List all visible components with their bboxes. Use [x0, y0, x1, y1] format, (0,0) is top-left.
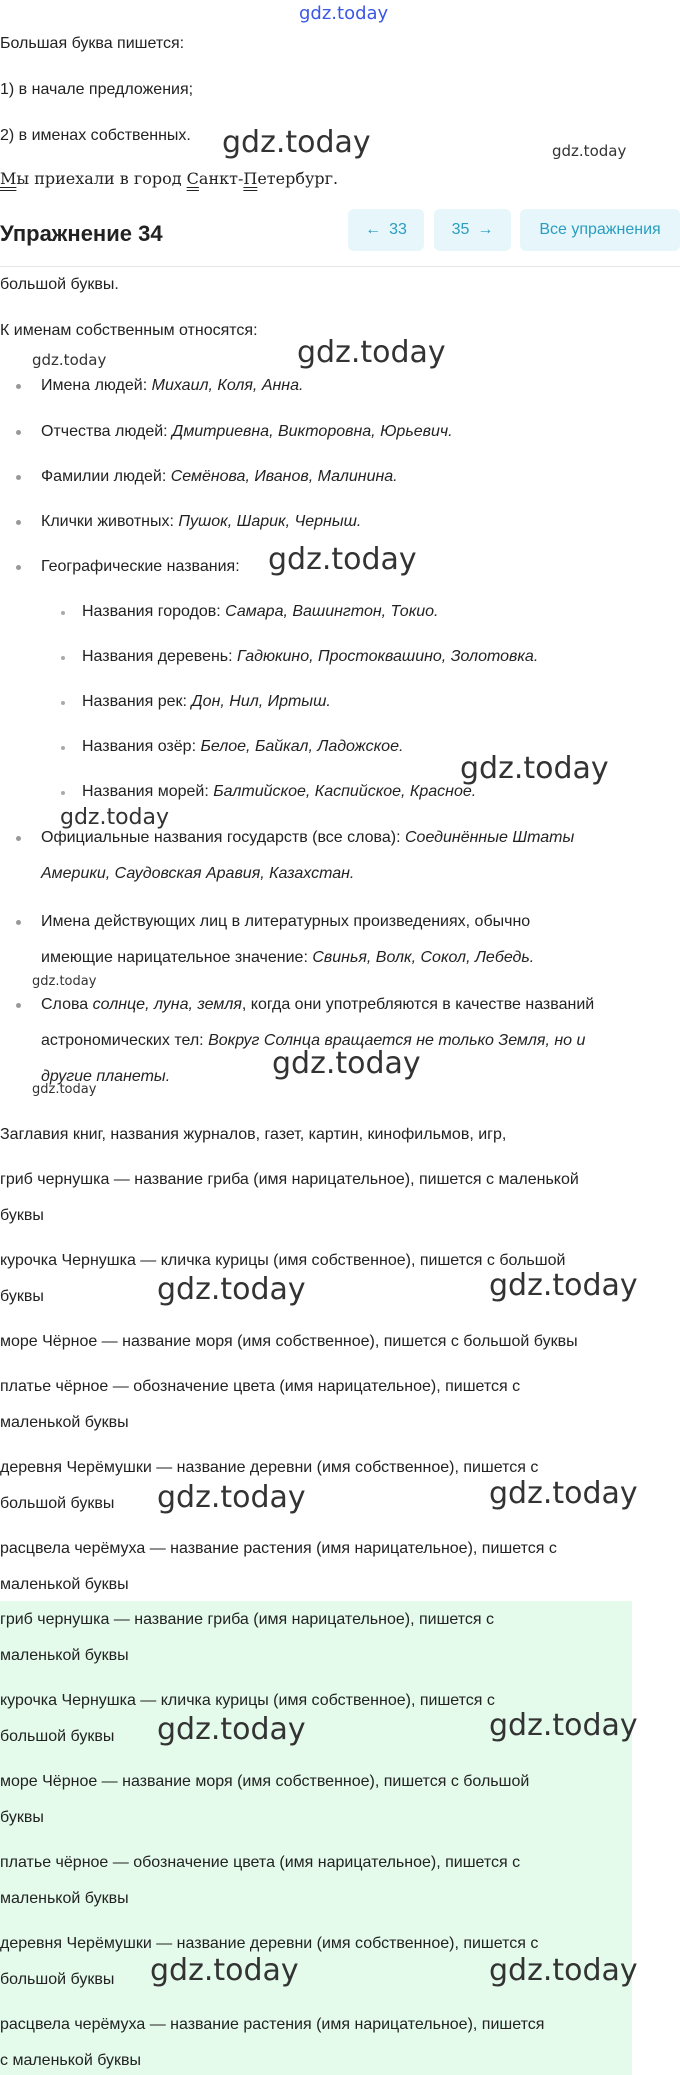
cut-line: большой буквы.: [0, 276, 119, 293]
answer-line: платье чёрное — обозначение цвета (имя нарицательное), пишется с: [0, 1378, 521, 1395]
list-item-nested: Названия озёр: Белое, Байкал, Ладожское.: [82, 738, 404, 755]
watermark: gdz.today: [489, 1476, 638, 1511]
next-exercise-button[interactable]: [434, 209, 511, 251]
answer-line: курочка Чернушка — кличка курицы (имя собственное), пишется с: [0, 1692, 495, 1709]
answer-line: курочка Чернушка — кличка курицы (имя собственное), пишется с большой: [0, 1252, 566, 1269]
divider: [0, 266, 680, 267]
answer-line: деревня Черёмушки — название деревни (имя собственное), пишется с: [0, 1935, 539, 1952]
bullet: [61, 611, 65, 615]
list-item-continued: другие планеты.: [41, 1068, 171, 1085]
arrow-right-icon: →: [477, 221, 494, 238]
all-exercises-button[interactable]: [520, 209, 680, 251]
watermark: gdz.today: [489, 1953, 638, 1988]
bullet: [61, 791, 65, 795]
watermark: gdz.today: [272, 1046, 421, 1081]
watermark: gdz.today: [32, 974, 97, 989]
answer-line: маленькой буквы: [0, 1890, 129, 1907]
watermark: gdz.today: [157, 1272, 306, 1307]
answer-line: буквы: [0, 1809, 44, 1826]
all-exercises-label: Все упражнения: [539, 221, 661, 238]
watermark: gdz.today: [32, 351, 107, 369]
list-item: Клички животных: Пушок, Шарик, Черныш.: [41, 513, 362, 530]
bullet: [61, 746, 65, 750]
answer-line: расцвела черёмуха — название растения (имя нарицательное), пишется с: [0, 1540, 557, 1557]
capital-letter: М: [0, 169, 17, 188]
example-text: анкт-: [198, 169, 244, 188]
site-logo[interactable]: gdz.today: [299, 3, 389, 24]
rule-intro: Большая буква пишется:: [0, 35, 185, 52]
bullet: [16, 430, 21, 435]
answer-line: большой буквы: [0, 1728, 115, 1745]
list-item-continued: имеющие нарицательное значение: Свинья, Волк, Сокол, Лебедь.: [41, 949, 535, 966]
list-item: Отчества людей: Дмитриевна, Викторовна, Юрьевич.: [41, 423, 453, 440]
answer-line: маленькой буквы: [0, 1576, 129, 1593]
answer-line: маленькой буквы: [0, 1414, 129, 1431]
rule-item-1: 1) в начале предложения;: [0, 81, 194, 98]
answer-line: платье чёрное — обозначение цвета (имя нарицательное), пишется с: [0, 1854, 521, 1871]
list-item: Официальные названия государств (все слова): Соединённые Штаты: [41, 829, 575, 846]
answer-line: буквы: [0, 1207, 44, 1224]
titles-line: Заглавия книг, названия журналов, газет, картин, кинофильмов, игр,: [0, 1126, 507, 1143]
bullet: [16, 1003, 21, 1008]
prev-exercise-label: 33: [389, 221, 407, 238]
list-item: Географические названия:: [41, 558, 240, 575]
answer-line: гриб чернушка — название гриба (имя нарицательное), пишется с маленькой: [0, 1171, 579, 1188]
answer-line: с маленькой буквы: [0, 2052, 142, 2069]
watermark: gdz.today: [552, 142, 627, 160]
list-item: Слова солнце, луна, земля, когда они употребляются в качестве названий: [41, 996, 595, 1013]
prev-exercise-button[interactable]: [348, 209, 424, 251]
list-item-nested: Названия городов: Самара, Вашингтон, Токио.: [82, 603, 439, 620]
answer-line: гриб чернушка — название гриба (имя нарицательное), пишется с: [0, 1611, 495, 1628]
list-item: Фамилии людей: Семёнова, Иванов, Малинина.: [41, 468, 398, 485]
watermark: gdz.today: [268, 542, 417, 577]
list-item-continued: Америки, Саудовская Аравия, Казахстан.: [41, 865, 355, 882]
rule-item-2: 2) в именах собственных.: [0, 127, 191, 144]
next-exercise-label: 35: [451, 221, 470, 238]
arrow-left-icon: ←: [365, 221, 382, 238]
bullet: [16, 565, 21, 570]
answer-line: море Чёрное — название моря (имя собственное), пишется с большой буквы: [0, 1333, 578, 1350]
example-text: етербург.: [257, 169, 339, 188]
watermark: gdz.today: [60, 805, 170, 830]
answer-line: буквы: [0, 1288, 44, 1305]
bullet: [61, 701, 65, 705]
watermark: gdz.today: [157, 1480, 306, 1515]
capital-letter: С: [186, 169, 199, 188]
answer-line: море Чёрное — название моря (имя собственное), пишется с большой: [0, 1773, 530, 1790]
watermark: gdz.today: [489, 1708, 638, 1743]
exercise-title: Упражнение 34: [0, 221, 163, 246]
bullet: [16, 475, 21, 480]
list-item: Имена людей: Михаил, Коля, Анна.: [41, 377, 304, 394]
proper-names-intro: К именам собственным относятся:: [0, 322, 258, 339]
capital-letter: П: [243, 169, 258, 188]
bullet: [16, 384, 21, 389]
bullet: [16, 920, 21, 925]
example-text: ы приехали в город: [16, 169, 187, 188]
answer-line: расцвела черёмуха — название растения (имя нарицательное), пишется: [0, 2016, 545, 2033]
answer-line: маленькой буквы: [0, 1647, 129, 1664]
answer-highlight-block: [0, 1601, 632, 2075]
watermark: gdz.today: [489, 1268, 638, 1303]
watermark: gdz.today: [157, 1712, 306, 1747]
list-item-nested: Названия рек: Дон, Нил, Иртыш.: [82, 693, 331, 710]
bullet: [61, 656, 65, 660]
watermark: gdz.today: [460, 751, 609, 786]
list-item-continued: астрономических тел: Вокруг Солнца вращается не только Земля, но и: [41, 1032, 586, 1049]
watermark: gdz.today: [150, 1953, 299, 1988]
bullet: [16, 520, 21, 525]
answer-line: большой буквы: [0, 1495, 115, 1512]
list-item: Имена действующих лиц в литературных произведениях, обычно: [41, 913, 531, 930]
answer-line: большой буквы: [0, 1971, 115, 1988]
answer-line: деревня Черёмушки — название деревни (имя собственное), пишется с: [0, 1459, 539, 1476]
list-item-nested: Названия морей: Балтийское, Каспийское, Красное.: [82, 783, 477, 800]
watermark: gdz.today: [32, 1082, 97, 1097]
bullet: [16, 836, 21, 841]
rule-example: [0, 167, 338, 191]
watermark: gdz.today: [297, 335, 446, 370]
watermark: gdz.today: [222, 125, 371, 160]
list-item-nested: Названия деревень: Гадюкино, Простоквашино, Золотовка.: [82, 648, 539, 665]
